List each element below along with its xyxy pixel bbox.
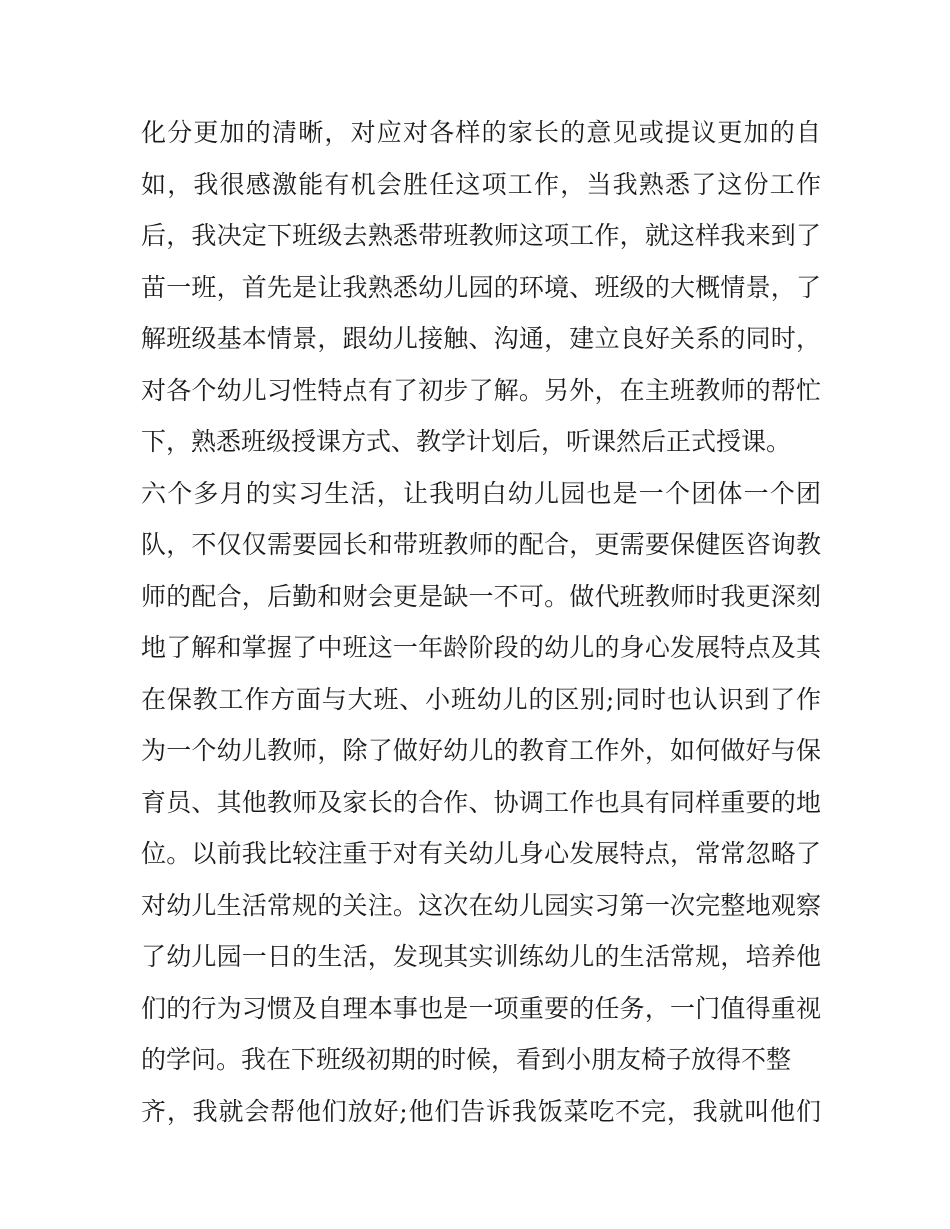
text-line-10: 师的配合，后勤和财会更是缺一不可。做代班教师时我更深刻 [141, 581, 821, 611]
text-line-12: 在保教工作方面与大班、小班幼儿的区别;同时也认识到了作 [141, 684, 821, 714]
document-body [141, 107, 821, 1137]
text-line-4: 苗一班，首先是让我熟悉幼儿园的环境、班级的大概情景，了 [141, 272, 821, 302]
text-line-1: 化分更加的清晰，对应对各样的家长的意见或提议更加的自 [141, 118, 821, 147]
text-line-19: 的学问。我在下班级初期的时候，看到小朋友椅子放得不整 [141, 1045, 792, 1074]
text-line-17: 了幼儿园一日的生活，发现其实训练幼儿的生活常规，培养他 [141, 942, 821, 971]
text-line-5: 解班级基本情景，跟幼儿接触、沟通，建立良好关系的同时， [141, 324, 821, 353]
text-line-15: 位。以前我比较注重于对有关幼儿身心发展特点，常常忽略了 [141, 839, 821, 868]
text-line-20: 齐，我就会帮他们放好;他们告诉我饭菜吃不完，我就叫他们 [141, 1096, 821, 1126]
text-line-3: 后，我决定下班级去熟悉带班教师这项工作，就这样我来到了 [141, 221, 821, 250]
text-line-2: 如，我很感激能有机会胜任这项工作，当我熟悉了这份工作 [141, 169, 821, 199]
text-line-14: 育员、其他教师及家长的合作、协调工作也具有同样重要的地 [141, 787, 821, 817]
text-line-6: 对各个幼儿习性特点有了初步了解。另外，在主班教师的帮忙 [141, 375, 821, 405]
text-line-16: 对幼儿生活常规的关注。这次在幼儿园实习第一次完整地观察 [141, 890, 821, 920]
text-line-18: 们的行为习惯及自理本事也是一项重要的任务，一门值得重视 [141, 993, 821, 1023]
text-line-11: 地了解和掌握了中班这一年龄阶段的幼儿的身心发展特点及其 [141, 633, 821, 662]
text-line-8: 六个多月的实习生活，让我明白幼儿园也是一个团体一个团 [141, 478, 821, 508]
text-line-7: 下，熟悉班级授课方式、教学计划后，听课然后正式授课。 [141, 427, 792, 456]
text-line-13: 为一个幼儿教师，除了做好幼儿的教育工作外，如何做好与保 [141, 736, 821, 765]
text-line-9: 队，不仅仅需要园长和带班教师的配合，更需要保健医咨询教 [141, 530, 821, 559]
